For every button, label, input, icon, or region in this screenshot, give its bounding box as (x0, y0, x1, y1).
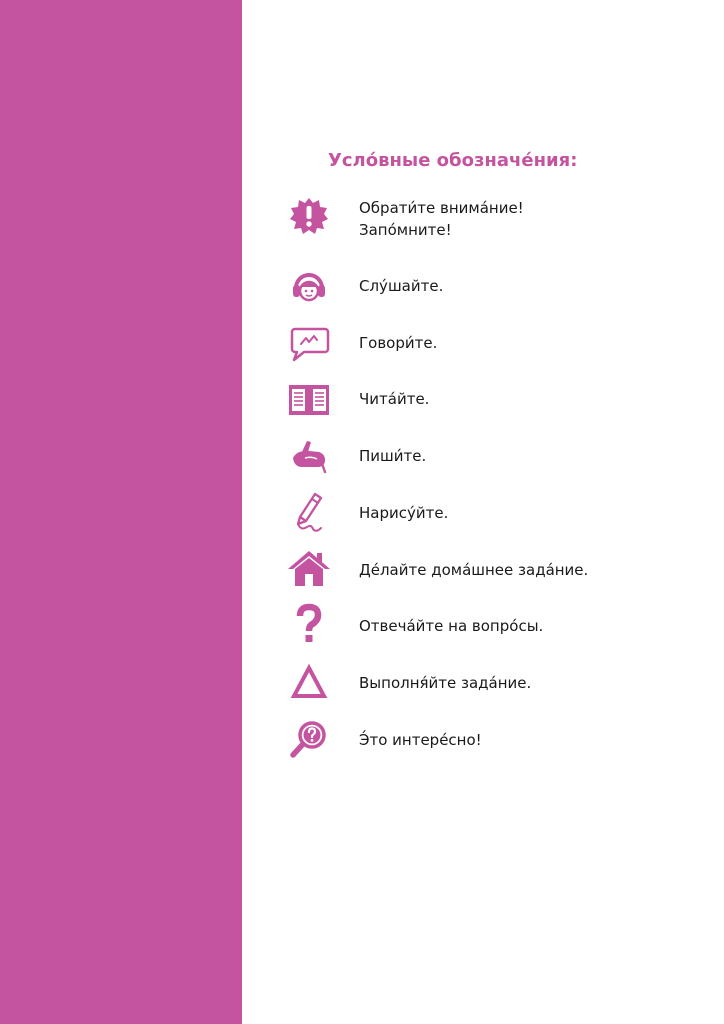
listen-headphones-icon (284, 262, 334, 310)
legend-item-speak (284, 319, 714, 367)
attention-badge-icon (284, 192, 334, 240)
legend-item-text (359, 672, 531, 694)
legend-item-line: Де́лайте дома́шнее зада́ние. (359, 561, 589, 579)
legend-item-line: Отвеча́йте на вопро́сы. (359, 617, 544, 635)
write-hand-icon (284, 432, 334, 480)
draw-pencil-icon (284, 489, 334, 537)
legend-item-text (359, 615, 543, 637)
legend-title: Усло́вные обозначе́ния: (328, 150, 578, 171)
question-mark-icon (284, 601, 334, 649)
legend-item-task (284, 658, 714, 706)
legend-item-text (359, 332, 437, 354)
legend-item-text (359, 275, 443, 297)
legend-item-line: Чита́йте. (359, 390, 430, 408)
legend-item-text (359, 197, 524, 241)
task-triangle-icon (284, 658, 334, 706)
legend-item-write (284, 432, 714, 480)
side-color-band (0, 0, 242, 1024)
legend-item-line: Пиши́те. (359, 447, 427, 465)
legend-item-attention (284, 192, 714, 240)
legend-item-text (359, 445, 426, 467)
legend-item-text (359, 388, 429, 410)
legend-item-text (359, 502, 448, 524)
legend-item-line: Слу́шайте. (359, 277, 444, 295)
legend-item-line: Э́то интере́сно! (359, 731, 482, 749)
legend-item-line: Запо́мните! (359, 221, 452, 239)
legend-item-read (284, 375, 714, 423)
legend-item-questions (284, 601, 714, 649)
read-book-icon (284, 375, 334, 423)
legend-item-line: Нарису́йте. (359, 504, 449, 522)
legend-item-line: Говори́те. (359, 334, 438, 352)
legend-item-line: Выполня́йте зада́ние. (359, 674, 532, 692)
legend-item-text (359, 559, 588, 581)
legend-item-line: Обрати́те внима́ние! (359, 199, 524, 217)
homework-house-icon (284, 545, 334, 593)
interesting-magnifier-icon (284, 715, 334, 763)
speak-bubble-icon (284, 319, 334, 367)
legend-item-interesting (284, 715, 714, 763)
legend-item-homework (284, 545, 714, 593)
legend-item-listen (284, 262, 714, 310)
legend-item-text (359, 729, 482, 751)
legend-item-draw (284, 489, 714, 537)
